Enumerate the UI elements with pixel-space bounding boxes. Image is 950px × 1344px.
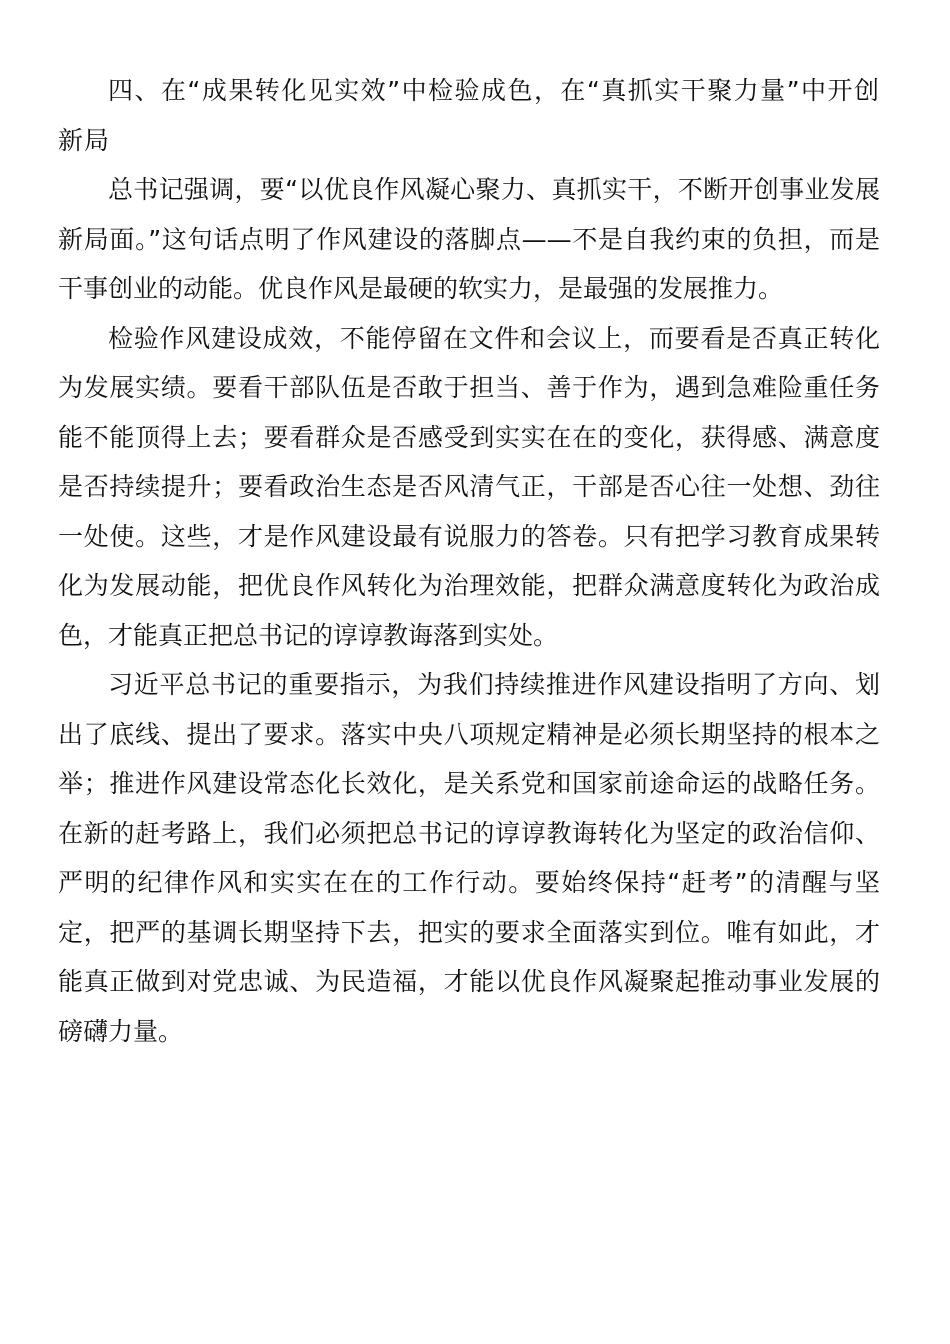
paragraph-3: 习近平总书记的重要指示，为我们持续推进作风建设指明了方向、划出了底线、提出了要求。落实中央八项规定精神是必须长期坚持的根本之举；推进作风建设常态化长效化，是关系党和国家前途命运的战略任务。在新的赶考路上，我们必须把总书记的谆谆教诲转化为坚定的政治信仰、严明的纪律作风和实实在在的工作行动。要始终保持“赶考”的清醒与坚定，把严的基调长期坚持下去，把实的要求全面落实到位。唯有如此，才能真正做到对党忠诚、为民造福，才能以优良作风凝聚起推动事业发展的磅礴力量。 [58, 670, 880, 1046]
document-page [58, 66, 880, 1056]
paragraph-1: 总书记强调，要“以优良作风凝心聚力、真抓实干，不断开创事业发展新局面。”这句话点明了作风建设的落脚点——不是自我约束的负担，而是干事创业的动能。优良作风是最硬的软实力，是最强的发展推力。 [58, 175, 880, 303]
section-heading: 四、在“成果转化见实效”中检验成色，在“真抓实干聚力量”中开创新局 [58, 76, 880, 155]
paragraph-2: 检验作风建设成效，不能停留在文件和会议上，而要看是否真正转化为发展实绩。要看干部队伍是否敢于担当、善于作为，遇到急难险重任务能不能顶得上去；要看群众是否感受到实实在在的变化，获得感、满意度是否持续提升；要看政治生态是否风清气正，干部是否心往一处想、劲往一处使。这些，才是作风建设最有说服力的答卷。只有把学习教育成果转化为发展动能，把优良作风转化为治理效能，把群众满意度转化为政治成色，才能真正把总书记的谆谆教诲落到实处。 [58, 323, 880, 650]
